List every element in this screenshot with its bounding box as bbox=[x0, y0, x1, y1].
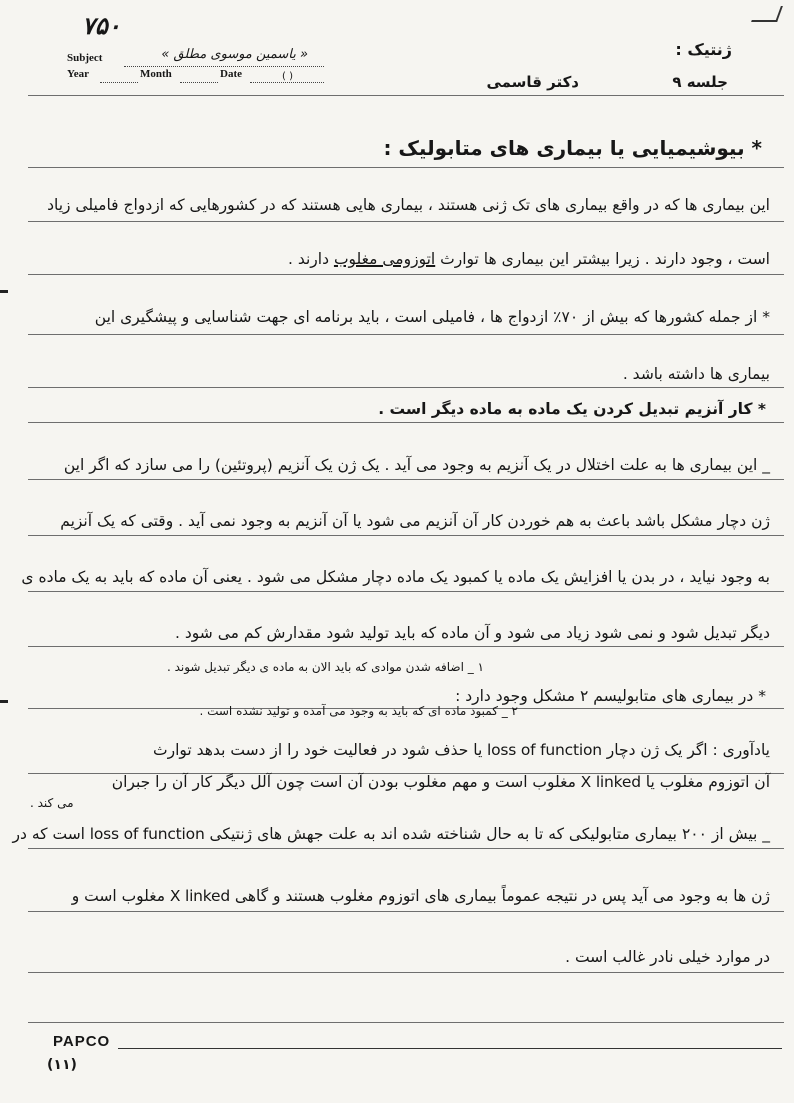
star-point-1b: بیماری ها داشته باشد . bbox=[622, 365, 770, 383]
sheet-number: (۱۱) bbox=[47, 1057, 77, 1073]
ruled-line bbox=[28, 911, 784, 912]
paragraph-line-4: دیگر تبدیل شود و نمی شود زیاد می شود و آن ماده که باید تولید شود مقدارش کم می شود . bbox=[175, 624, 770, 642]
star-point-2: * کار آنزیم تبدیل کردن یک ماده به ماده دیگر است . bbox=[378, 400, 766, 418]
ruled-line bbox=[28, 167, 784, 168]
intro-line-1: این بیماری ها که در واقع بیماری های تک ژنی هستند ، بیماری هایی هستند که در کشورهایی که ازدواج فامیلی زیاد bbox=[47, 196, 770, 214]
closing-line-1: _ بیش از ۲۰۰ بیماری متابولیکی که تا به حال شناخته شده اند به علت جهش های ژنتیکی loss of function است که در bbox=[12, 825, 770, 843]
month-label: Month bbox=[140, 68, 172, 80]
binder-mark bbox=[0, 290, 8, 293]
ruled-line bbox=[28, 334, 784, 335]
closing-line-2: ژن ها به وجود می آید پس در نتیجه عموماً بیماری های اتوزوم مغلوب هستند و گاهی X linked مغلوب است و bbox=[71, 887, 770, 905]
ruled-line bbox=[28, 422, 784, 423]
page-fold-mark bbox=[751, 6, 783, 22]
ruled-line bbox=[28, 646, 784, 647]
note-item-1: ۱ _ اضافه شدن موادی که باید الان به ماده ی دیگر تبدیل شوند . bbox=[166, 660, 484, 674]
ruled-line bbox=[28, 274, 784, 275]
reminder-line-2: آن اتوزوم مغلوب یا X linked مغلوب است و مهم مغلوب بودن آن است چون آلل دیگر کار آن را جبران bbox=[111, 773, 770, 791]
session-number: جلسه ۹ bbox=[672, 73, 728, 91]
footer-brand: PAPCO bbox=[53, 1033, 111, 1050]
reminder-line-1: یادآوری : اگر یک ژن دچار loss of function یا حذف شود در فعالیت خود را از دست بدهد توارث bbox=[153, 741, 770, 759]
ruled-line bbox=[28, 387, 784, 388]
ruled-line bbox=[28, 1022, 784, 1023]
paragraph-line-3: به وجود نیاید ، در بدن یا افزایش یک ماده یا کمبود یک ماده دچار مشکل می شود . یعنی آن ماده که باید به یک ماده ی bbox=[21, 568, 770, 586]
lecturer-name: دکتر قاسمی bbox=[486, 73, 579, 91]
course-name: ژنتیک : bbox=[675, 40, 732, 59]
ruled-line bbox=[28, 848, 784, 849]
month-underline bbox=[180, 82, 218, 83]
ruled-line bbox=[28, 479, 784, 480]
intro-line-2-emphasis: اتوزومی مغلوب bbox=[333, 250, 436, 268]
paragraph-line-1: _ این بیماری ها به علت اختلال در یک آنزیم به وجود می آید . یک ژن یک آنزیم (پروتئین) را می سازد که اگر این bbox=[63, 456, 770, 474]
date-underline bbox=[250, 82, 324, 83]
ruled-line bbox=[28, 972, 784, 973]
paragraph-line-2: ژن دچار مشکل باشد باعث به هم خوردن کار آن آنزیم می شود یا آن آنزیم به وجود نمی آید . وقتی که یک آنزیم bbox=[60, 512, 770, 530]
note-item-2: ۲ _ کمبود ماده ای که باید به وجود می آمده و تولید نشده است . bbox=[199, 704, 518, 718]
year-underline bbox=[100, 82, 138, 83]
closing-line-3: در موارد خیلی نادر غالب است . bbox=[565, 948, 770, 966]
author-name: « یاسمین موسوی مطلق » bbox=[161, 47, 308, 62]
footer-line bbox=[118, 1048, 782, 1049]
ruled-line bbox=[28, 221, 784, 222]
date-value: ( ) bbox=[282, 71, 293, 82]
reminder-line-3: می کند . bbox=[30, 796, 74, 810]
star-point-1a: * از جمله کشورها که بیش از ۷۰٪ ازدواج ها ، فامیلی است ، باید برنامه ای جهت شناسایی و پیشگیری این bbox=[94, 308, 770, 326]
date-label: Date bbox=[220, 68, 242, 80]
year-label: Year bbox=[67, 68, 89, 80]
intro-line-2-end: دارند . bbox=[288, 250, 329, 268]
intro-line-2 bbox=[288, 250, 770, 268]
note-intro: * در بیماری های متابولیسم ۲ مشکل وجود دارد : bbox=[455, 687, 766, 705]
page-number: ۷۵۰ bbox=[82, 12, 121, 40]
intro-line-2-start: است ، وجود دارند . زیرا بیشتر این بیماری ها توارث bbox=[440, 250, 770, 268]
subject-underline bbox=[124, 66, 324, 67]
section-title: * بیوشیمیایی یا بیماری های متابولیک : bbox=[383, 136, 762, 160]
binder-mark bbox=[0, 700, 8, 703]
subject-label: Subject bbox=[67, 52, 103, 64]
ruled-line bbox=[28, 95, 784, 96]
ruled-line bbox=[28, 591, 784, 592]
ruled-line bbox=[28, 535, 784, 536]
